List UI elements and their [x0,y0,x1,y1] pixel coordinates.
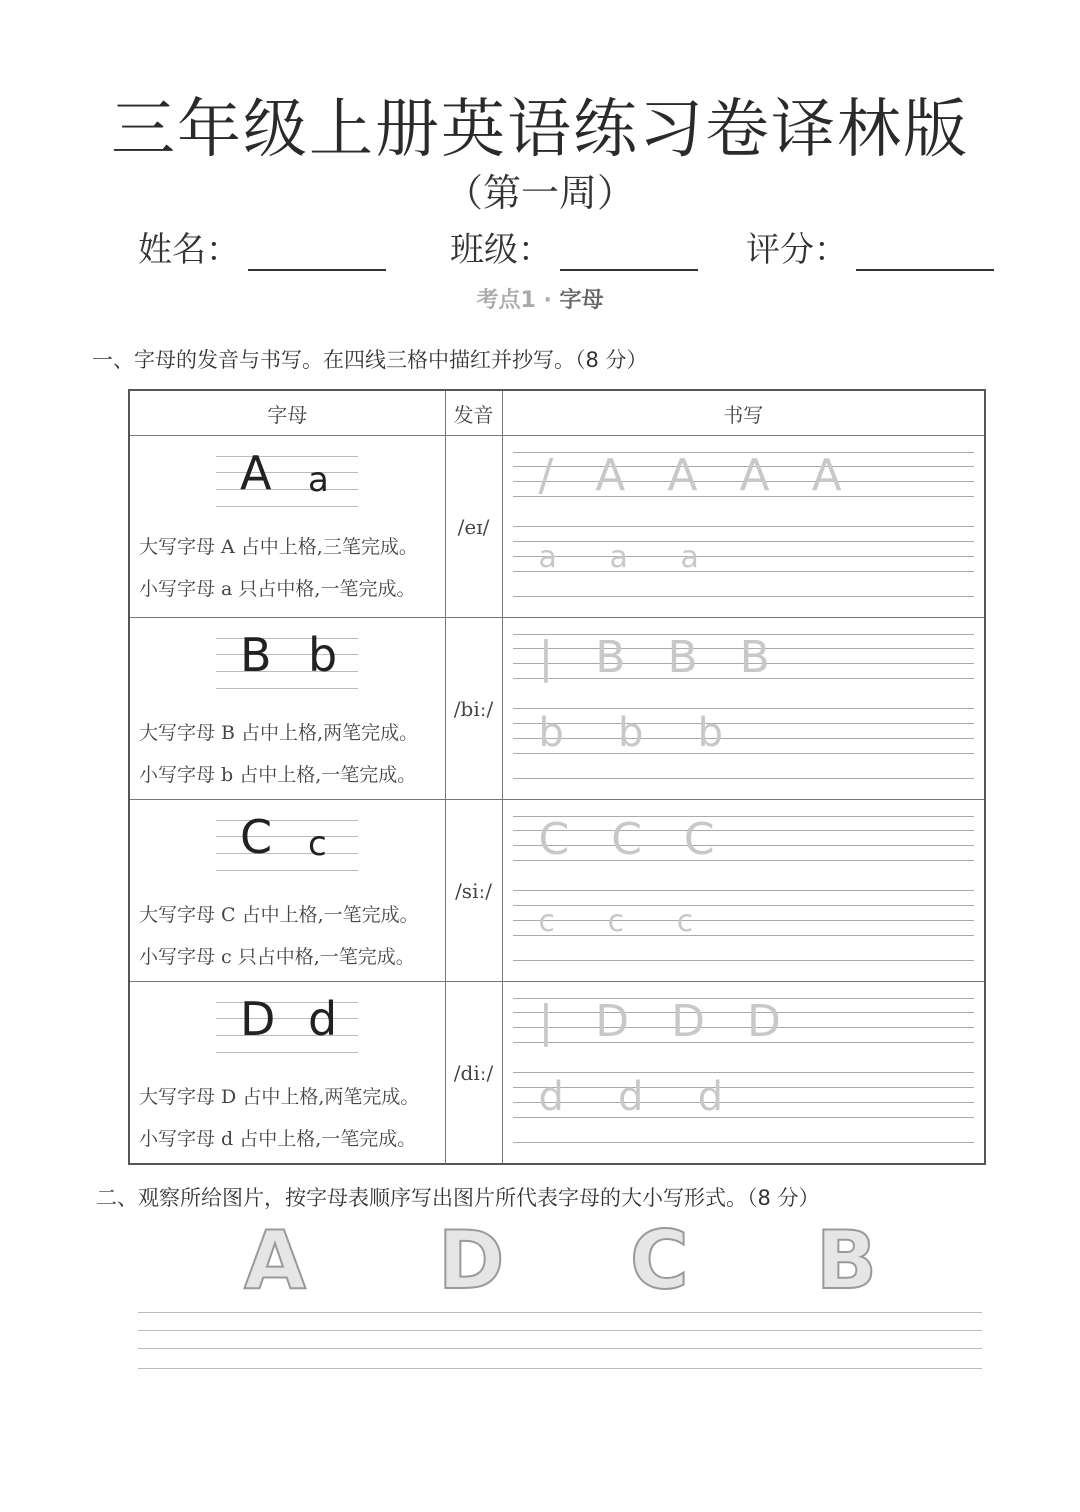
writing-cell[interactable] [502,436,985,618]
letter-desc-lower: 小写字母 d 占中上格,一笔完成。 [139,1128,417,1150]
name-blank[interactable] [248,235,386,271]
letter-cell [129,618,445,800]
letter-desc-lower: 小写字母 a 只占中格,一笔完成。 [139,578,416,600]
letter-cell [129,982,445,1165]
trace-lower: a a a [538,540,705,575]
topic-prefix: 考点1 · [476,288,560,313]
lowercase-letter: c [308,824,327,864]
question-2: 二、观察所给图片，按字母表顺序写出图片所代表字母的大小写形式。（8 分） [96,1186,820,1210]
phonetic-cell: /eɪ/ [445,436,502,618]
topic-name: 字母 [559,288,604,313]
letter-desc-upper: 大写字母 C 占中上格,一笔完成。 [139,904,419,926]
letter-desc-upper: 大写字母 B 占中上格,两笔完成。 [139,722,419,744]
header-phonetic: 发音 [445,390,502,436]
four-line-guide [216,820,358,870]
trace-upper: C C C [538,814,729,865]
class-blank[interactable] [560,235,698,271]
uppercase-letter: B [240,628,272,682]
page-title: 三年级上册英语练习卷译林版 [111,93,969,167]
letter-desc-upper: 大写字母 D 占中上格,两笔完成。 [139,1086,420,1108]
answer-line[interactable] [138,1348,982,1349]
phonetic-cell: /diː/ [445,982,502,1165]
letter-desc-lower: 小写字母 c 只占中格,一笔完成。 [139,946,415,968]
trace-lower: b b b [538,710,727,756]
letter-desc-upper: 大写字母 A 占中上格,三笔完成。 [139,536,418,558]
page-subtitle: （第一周） [444,171,635,215]
monster-letter-d-icon: D [438,1214,505,1307]
lowercase-letter: a [308,460,329,500]
score-field[interactable] [746,222,994,271]
table-row [129,436,985,618]
class-label: 班级： [450,230,552,270]
writing-cell[interactable] [502,982,985,1165]
score-blank[interactable] [856,235,994,271]
four-line-guide [216,456,358,506]
trace-lower: d d d [538,1074,727,1120]
writing-cell[interactable] [502,800,985,982]
class-field[interactable] [450,222,698,271]
uppercase-letter: D [240,992,276,1046]
writing-cell[interactable] [502,618,985,800]
trace-upper: | D D D [538,996,795,1047]
monster-letter-a-icon: A [244,1214,306,1307]
letter-cell [129,800,445,982]
header-writing: 书写 [502,390,985,436]
monster-letter-c-icon: C [630,1214,689,1307]
table-row [129,618,985,800]
answer-line[interactable] [138,1330,982,1331]
table-header [129,390,985,436]
table-row [129,800,985,982]
table-row [129,982,985,1165]
answer-line[interactable] [138,1368,982,1369]
trace-lower: c c c [538,904,700,939]
score-label: 评分： [746,230,848,270]
lowercase-letter: d [308,992,338,1046]
topic-heading [0,283,1080,314]
lowercase-letter: b [308,628,338,682]
phonetic-cell: /siː/ [445,800,502,982]
answer-line[interactable] [138,1312,982,1313]
header-letter: 字母 [129,390,445,436]
letter-desc-lower: 小写字母 b 占中上格,一笔完成。 [139,764,417,786]
letter-table [128,389,986,1165]
monster-letter-b-icon: B [816,1214,877,1307]
phonetic-cell: /biː/ [445,618,502,800]
trace-upper: / A A A A [538,450,856,501]
trace-upper: | B B B [538,632,784,683]
letter-cell [129,436,445,618]
question-1: 一、字母的发音与书写。在四线三格中描红并抄写。（8 分） [92,348,648,372]
name-label: 姓名： [138,230,240,270]
uppercase-letter: A [240,446,272,500]
uppercase-letter: C [240,810,273,864]
name-field[interactable] [138,222,386,271]
